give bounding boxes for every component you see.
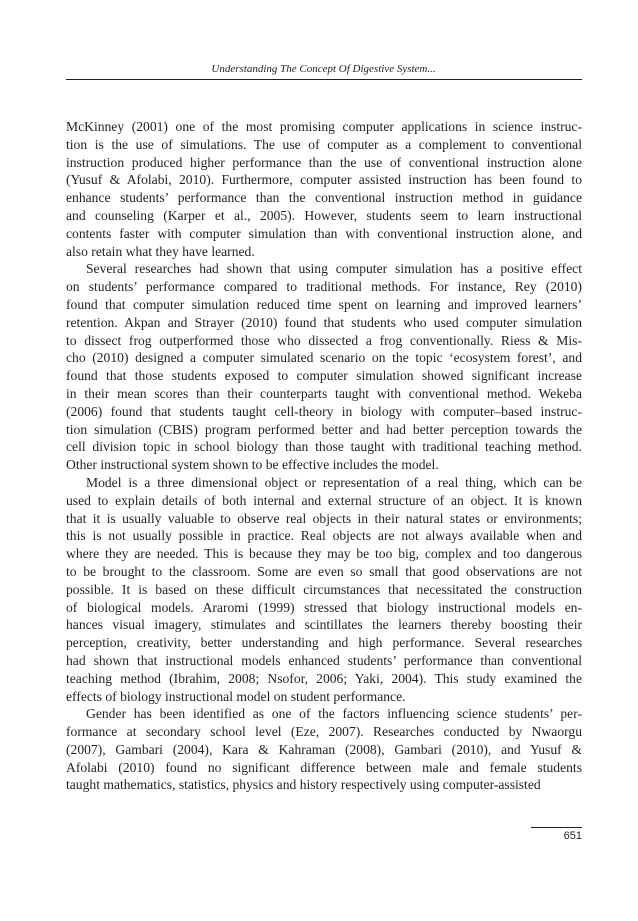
footer-divider [531,827,582,828]
text-line: McKinney (2001) one of the most promising computer applications in science instruc- [66,119,582,134]
paragraph-2 [66,260,582,474]
text-line: where they are needed. This is because they may be too big, complex and too dangerous [66,546,582,562]
text-line: of biological models. Araromi (1999) stressed that biology instructional models en- [66,599,582,615]
text-line: enhance students’ performance than the conventional instruction method in guidance [66,190,582,206]
text-line: possible. It is based on these difficult circumstances that necessitated the construction [66,581,582,597]
text-line: Afolabi (2010) found no significant difference between male and female students [66,759,582,775]
text-line: hances visual imagery, stimulates and scintillates the learners thereby boosting their [66,617,582,633]
text-line: to dissect frog outperformed those who dissected a frog conventionally. Riess & Mis- [66,332,582,348]
text-line: that it is usually valuable to observe real objects in their natural states or environments; [66,510,582,526]
text-line: teaching method (Ibrahim, 2008; Nsofor, 2006; Yaki, 2004). This study examined the [66,670,582,686]
text-line: cell division topic in school biology than those taught with traditional teaching method. [66,439,582,455]
text-line: Other instructional system shown to be effective includes the model. [66,457,439,473]
paragraph-3 [66,474,582,705]
text-line: Model is a three dimensional object or representation of a real thing, which can be [86,474,582,490]
text-line: tion is the use of simulations. The use of computer as a complement to conventional [66,136,582,152]
text-line: taught mathematics, statistics, physics and history respectively using computer-assisted [66,777,541,793]
body-text [66,118,582,794]
text-line: (2006) found that students taught cell-theory in biology with computer–based instruc- [66,403,582,419]
text-line: tion simulation (CBIS) program performed better and had better perception towards the [66,421,582,437]
text-line: found that computer simulation reduced time spent on learning and improved learners’ [66,296,582,312]
text-line: (Yusuf & Afolabi, 2010). Furthermore, computer assisted instruction has been found to [66,172,582,188]
paragraph-4 [66,705,582,794]
page-number: 651 [563,830,582,842]
text-line: perception, creativity, better understanding and high performance. Several researches [66,635,582,651]
text-line: effects of biology instructional model on student performance. [66,688,406,704]
text-line: on students’ performance compared to traditional methods. For instance, Rey (2010) [66,279,582,295]
text-line: found that those students exposed to computer simulation showed significant increase [66,368,582,384]
text-line: also retain what they have learned. [66,243,255,259]
text-line: to be brought to the classroom. Some are even so small that good observations are not [66,563,582,579]
text-line: this is not usually possible in practice. Real objects are not always available when and [66,528,582,544]
text-line: in their mean scores than their counterparts taught with conventional method. Wekeba [66,385,582,401]
text-line: used to explain details of both internal and external structure of an object. It is known [66,492,582,508]
text-line: and counseling (Karper et al., 2005). However, students seem to learn instructional [66,207,582,223]
text-line: (2007), Gambari (2004), Kara & Kahraman (2008), Gambari (2010), and Yusuf & [66,741,582,757]
text-line: contents faster with computer simulation than with conventional instruction alone, and [66,225,582,241]
text-line: instruction produced higher performance than the use of conventional instruction alone [66,154,582,170]
text-line: retention. Akpan and Strayer (2010) found that students who used computer simulation [66,314,582,330]
text-line: cho (2010) designed a computer simulated scenario on the topic ‘ecosystem forest’, and [66,350,582,366]
header-divider [66,79,582,80]
paragraph-1 [66,118,582,260]
running-head-title: Understanding The Concept Of Digestive System... [211,63,436,75]
text-line: Several researches had shown that using computer simulation has a positive effect [86,261,582,277]
text-line: Gender has been identified as one of the factors influencing science students’ per- [86,706,582,722]
text-line: formance at secondary school level (Eze, 2007). Researches conducted by Nwaorgu [66,724,582,740]
text-line: had shown that instructional models enhanced students’ performance than conventional [66,652,582,668]
